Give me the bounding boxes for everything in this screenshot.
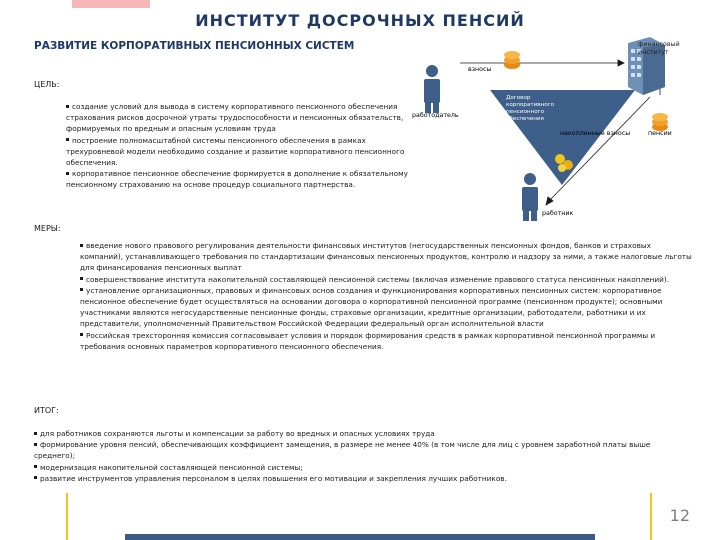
left-accent-line: [66, 493, 68, 540]
result-label: ИТОГ:: [34, 406, 59, 415]
coins-institute-icon: [652, 113, 668, 131]
result-item: модернизация накопительной составляющей пенсионной системы;: [34, 462, 684, 473]
contract-label: Договор корпоративного пенсионного обеспечения: [506, 95, 555, 122]
page-subtitle: РАЗВИТИЕ КОРПОРАТИВНЫХ ПЕНСИОННЫХ СИСТЕМ: [34, 40, 355, 52]
page-title: ИНСТИТУТ ДОСРОЧНЫХ ПЕНСИЙ: [195, 11, 525, 30]
goal-item: корпоративное пенсионное обеспечение формируется в дополнение к обязательному пенсионному страхованию на основе процедур социального партнерства.: [66, 169, 408, 190]
measures-label: МЕРЫ:: [34, 224, 61, 233]
payouts-label: пенсии: [648, 130, 672, 137]
right-accent-line: [650, 493, 652, 540]
employee-label: работник: [542, 210, 574, 217]
employer-label: работодатель: [412, 112, 459, 119]
result-list: [34, 428, 684, 484]
goal-item: построение полномасштабной системы пенсионного обеспечения в рамках трехуровневой модели необходимо создание и развитие корпоративного пенсионного обеспечения.: [66, 135, 405, 168]
measures-item: Российская трехсторонняя комиссия согласовывает условия и порядок формирования средств в рамках корпоративной пенсионной программы и требования основных параметров корпоративного пенсионного обеспечения.: [80, 330, 656, 351]
bottom-accent-bar: [125, 534, 595, 540]
measures-list: [80, 240, 692, 352]
employee-icon: [522, 173, 538, 221]
employer-icon: [424, 65, 440, 113]
measures-item: введение нового правового регулирования деятельности финансовых институтов (негосударственных пенсионных фондов, банков и страховых компаний), устанавливающего требования по стандартизации финансовых пенсионных продуктов, контролю и надзору за ними, а также налоговые льготы для финансирования пенсионных выплат: [80, 241, 692, 273]
institute-label: финансовый институт: [638, 41, 680, 56]
top-accent-block: [72, 0, 150, 8]
goal-item: создание условий для вывода в систему корпоративного пенсионного обеспечения страхования рисков досрочной утраты трудоспособности и пенсионных обязательств, формируемых по вредным и опасным условиям труда: [66, 102, 404, 134]
result-item: формирование уровня пенсий, обеспечивающих коэффициент замещения, в размере не менее 40% (в том числе для лиц с уровнем заработной платы выше среднего);: [34, 440, 651, 461]
pension-scheme-diagram: [410, 35, 690, 230]
result-item: развитие инструментов управления персоналом в целях повышения его мотивации и закрепления лучших работников.: [34, 473, 684, 484]
contributions-label: взносы: [468, 66, 492, 73]
page-number: 12: [669, 506, 690, 525]
goal-list: [66, 101, 414, 191]
goal-label: ЦЕЛЬ:: [34, 80, 60, 89]
coins-contributions-icon: [504, 51, 520, 69]
measures-item: совершенствование института накопительной составляющей пенсионной системы (включая изменение правового статуса пенсионных накоплений).: [80, 274, 692, 285]
result-item: для работников сохраняются льготы и компенсации за работу во вредных и опасных условиях труда: [34, 428, 684, 439]
savings-label: накопленные взносы: [560, 130, 631, 137]
measures-item: установление организационных, правовых и финансовых основ создания и функционирования корпоративных пенсионных систем: корпоративное пенсионное обеспечение будет осуществляться на основании договора о корпоративной пенсионной программе (пенсионном продукте); основными участниками являются негосударственные пенсионные фонды, страховые организации, кредитные организации, работодатели, работники и их представители, уполномоченный Правительством Российской Федерации федеральный орган исполнительной власти: [80, 285, 663, 329]
